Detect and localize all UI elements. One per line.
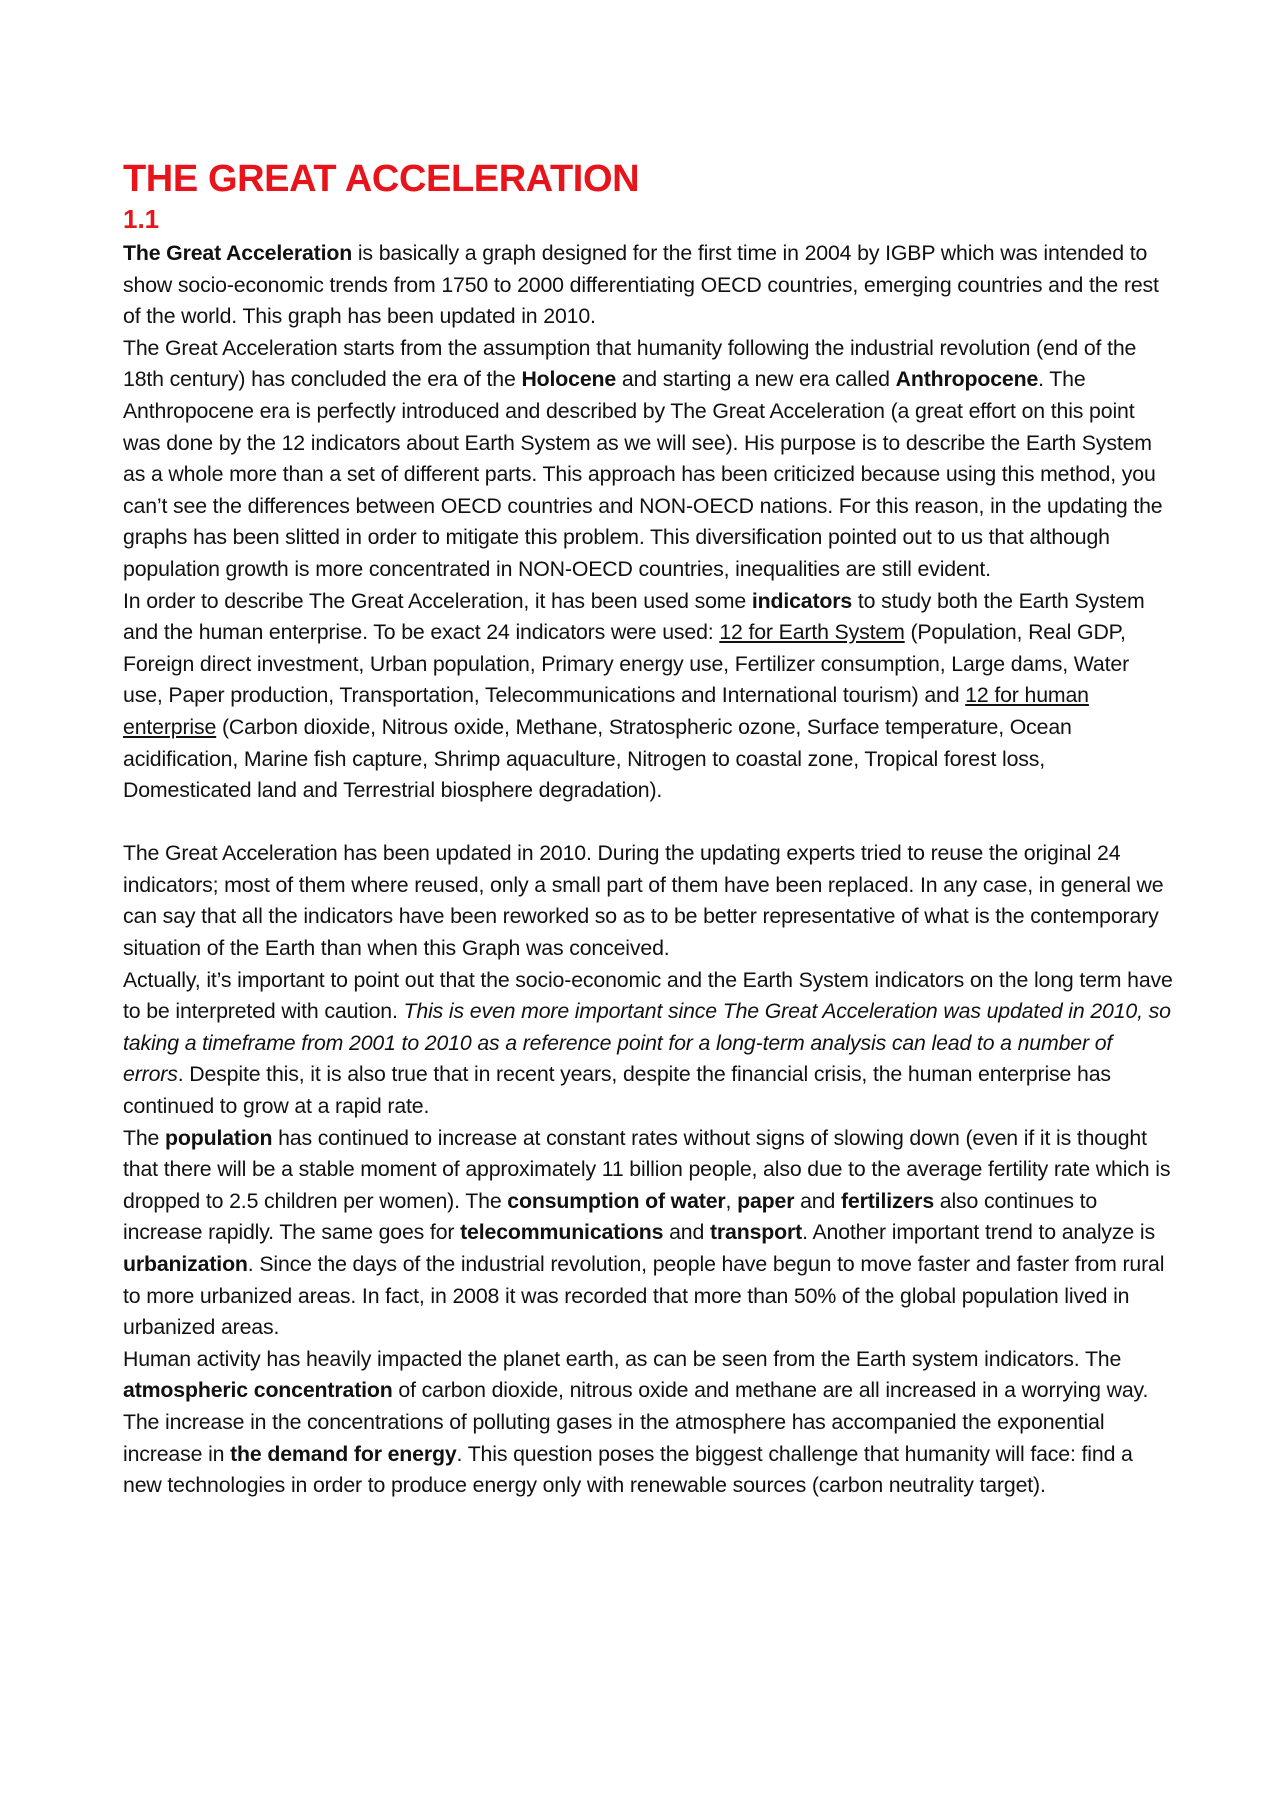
paragraph-human-impact — [123, 1344, 1173, 1502]
paragraph-indicators — [123, 586, 1173, 807]
text-run: Human activity has heavily impacted the planet earth, as can be seen from the Earth system indicators. The — [123, 1346, 1122, 1371]
document-page — [123, 156, 1173, 1502]
section-number: 1.1 — [123, 204, 160, 234]
text-run: The Great Acceleration starts from the assumption that humanity following the industrial revolution (end of the 18th century) has concluded the era of the — [123, 335, 1137, 392]
underlined-term: 12 for human enterprise — [123, 683, 1089, 739]
bold-term: the demand for energy — [230, 1441, 457, 1466]
paragraph-update-2010 — [123, 838, 1173, 964]
text-run: is basically a graph designed for the first time in 2004 by IGBP which was intended to show socio-economic trends from 1750 to 2000 differentiating OECD countries, emerging countries and the rest of the world. This graph has been updated in 2010. — [123, 241, 1159, 329]
text-run: of carbon dioxide, nitrous oxide and methane are all increased in a worrying way. The increase in the concentrations of polluting gases in the atmosphere has accompanied the exponential increase in — [123, 1378, 1149, 1466]
text-run: and — [794, 1188, 841, 1213]
text-run: The — [123, 1125, 166, 1150]
bold-term: fertilizers — [840, 1188, 935, 1213]
bold-term: indicators — [751, 588, 853, 613]
text-run: (Population, Real GDP, Foreign direct investment, Urban population, Primary energy use, Fertilizer consumption, Large dams, Water use, Paper production, Transportation, Telecommunications and International tourism) and — [123, 620, 1130, 708]
page-title: THE GREAT ACCELERATION — [123, 158, 640, 200]
blank-line — [123, 807, 1173, 839]
bold-term: atmospheric concentration — [123, 1378, 393, 1403]
bold-term: paper — [737, 1188, 795, 1213]
text-run: The Great Acceleration has been updated in 2010. During the updating experts tried to reuse the original 24 indicators; most of them where reused, only a small part of them have been replaced. In any case, in general we can say that all the indicators have been reworked so as to be better representative of what is the contemporary situation of the Earth than when this Graph was conceived. — [123, 841, 1164, 961]
text-run: . The Anthropocene era is perfectly introduced and described by The Great Acceleration (a great effort on this point was done by the 12 indicators about Earth System as we will see). His purpose is to describe the Earth System as a whole more than a set of different parts. This approach has been criticized because using this method, you can’t see the differences between OECD countries and NON-OECD nations. For this reason, in the updating the graphs has been slitted in order to mitigate this problem. This diversification pointed out to us that although population growth is more concentrated in NON-OECD countries, inequalities are still evident. — [123, 367, 1163, 581]
text-run: Actually, it’s important to point out that the socio-economic and the Earth System indicators on the long term have to be interpreted with caution. — [123, 967, 1173, 1024]
text-run: . Despite this, it is also true that in recent years, despite the financial crisis, the human enterprise has continued to grow at a rapid rate. — [123, 1062, 1111, 1119]
paragraph-caution — [123, 965, 1173, 1123]
bold-term: transport — [709, 1220, 803, 1245]
bold-term: urbanization — [123, 1252, 248, 1276]
text-run: (Carbon dioxide, Nitrous oxide, Methane, Stratospheric ozone, Surface temperature, Ocean acidification, Marine fish capture, Shrimp aquaculture, Nitrogen to coastal zone, Tropical forest loss, Domesticated land and Terrestrial biosphere degradation). — [123, 714, 1072, 803]
underlined-term: 12 for Earth System — [719, 620, 905, 645]
text-run: , — [725, 1188, 738, 1213]
bold-term: Holocene — [521, 367, 617, 392]
bold-term: population — [165, 1125, 273, 1150]
text-run: and — [663, 1220, 710, 1245]
bold-term: consumption of water — [507, 1188, 726, 1213]
text-run: . Another important trend to analyze is — [802, 1220, 1155, 1245]
text-run: and starting a new era called — [616, 367, 896, 392]
text-run: In order to describe The Great Acceleration, it has been used some — [123, 588, 752, 613]
bold-term: Anthropocene — [895, 367, 1039, 392]
bold-term: telecommunications — [460, 1220, 664, 1245]
text-run: . This question poses the biggest challenge that humanity will face: find a new technologies in order to produce energy only with renewable sources (carbon neutrality target). — [123, 1441, 1133, 1498]
text-run: . Since the days of the industrial revolution, people have begun to move faster and faster from rural to more urbanized areas. In fact, in 2008 it was recorded that more than 50% of the global population lived in urbanized areas. — [123, 1252, 1165, 1340]
text-run: also continues to increase rapidly. The same goes for — [123, 1188, 1098, 1245]
italic-run: This is even more important since The Great Acceleration was updated in 2010, so taking a timeframe from 2001 to 2010 as a reference point for a long-term analysis can lead to a number of errors — [123, 999, 1171, 1087]
bold-term: The Great Acceleration — [123, 241, 353, 265]
text-run: has continued to increase at constant rates without signs of slowing down (even if it is thought that there will be a stable moment of approximately 11 billion people, also due to the average fertility rate which is dropped to 2.5 children per women). The — [123, 1125, 1171, 1213]
paragraph-intro — [123, 238, 1173, 333]
text-run: to study both the Earth System and the human enterprise. To be exact 24 indicators were used: — [123, 588, 1145, 645]
paragraph-trends — [123, 1123, 1173, 1344]
paragraph-anthropocene — [123, 333, 1173, 586]
